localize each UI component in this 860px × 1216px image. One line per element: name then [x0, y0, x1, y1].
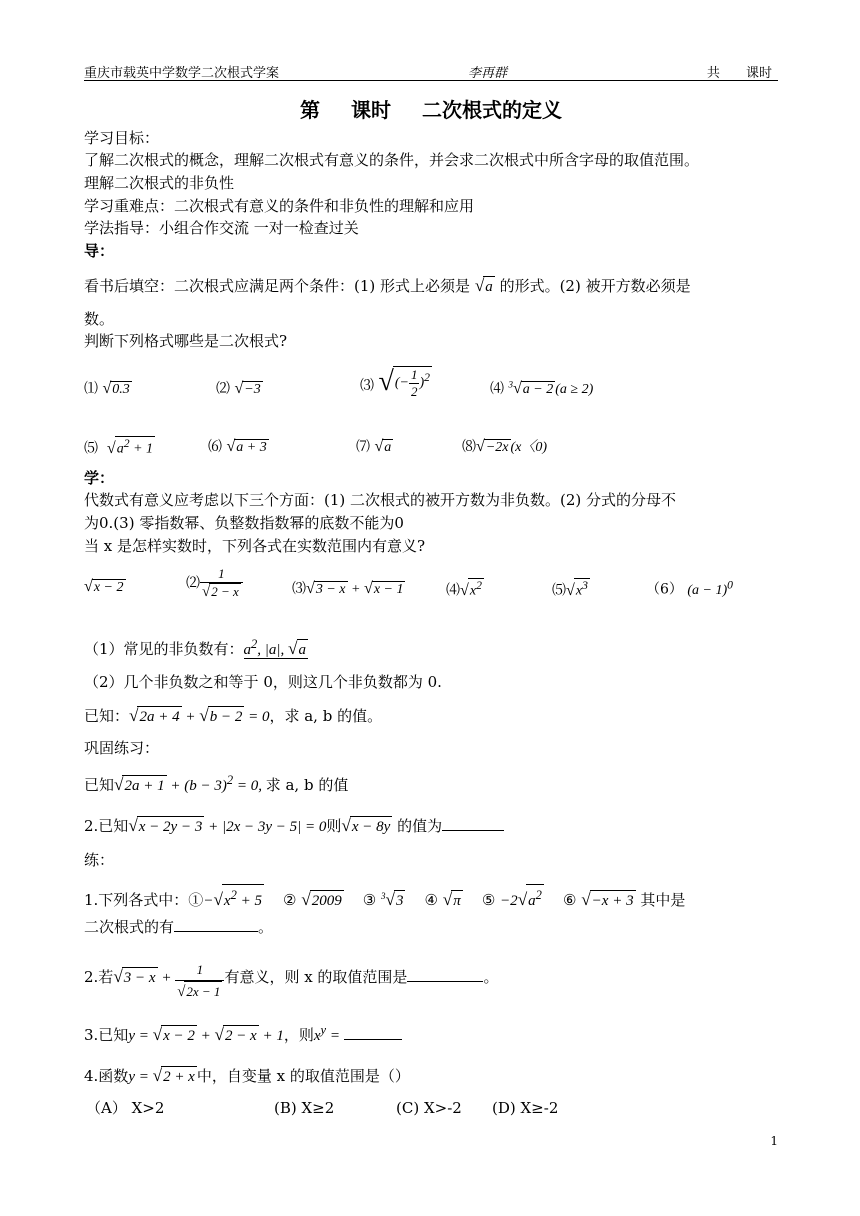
dao-fill-line	[84, 276, 691, 297]
dao-fill-c: 数。	[84, 310, 115, 328]
xue-line3: 当 x 是怎样实数时，下列各式在实数范围内有意义?	[84, 537, 426, 555]
judge-item-5: ⑸ $√a^2 + 1$	[84, 437, 154, 457]
common-nonneg: （1）常见的非负数有：$a^2$, |a|, √a	[84, 637, 307, 658]
judge-item-8: ⑻√−2x (x〈0)	[462, 438, 548, 455]
judge-item-7: ⑺ √a	[356, 438, 392, 455]
option-c[interactable]: (C) X>-2	[396, 1099, 462, 1117]
goals-label: 学习目标：	[84, 129, 160, 147]
answer-blank[interactable]	[344, 1025, 402, 1040]
xue-label: 学：	[84, 469, 115, 487]
mean-item-6: （6） $(a - 1)^0$	[646, 578, 733, 598]
dao-fill-b: 的形式。(2) 被开方数必须是	[499, 277, 691, 295]
practice-1: 已知$√2a + 1 + (b - 3)^2 = 0$, 求 a, b 的值	[84, 773, 349, 794]
answer-blank[interactable]	[442, 816, 504, 831]
goals-line2: 理解二次根式的非负性	[84, 174, 235, 192]
judge-item-4: ⑷ $^3$√a − 2 (a ≥ 2)	[490, 379, 594, 397]
nonneg-sum: （2）几个非负数之和等于 0，则这几个非负数都为 0.	[84, 673, 442, 691]
mean-item-5: $⑸√x^3$	[552, 579, 588, 599]
page-title: 第 课时 二次根式的定义	[300, 98, 562, 122]
dao-label: 导：	[84, 242, 115, 260]
answer-blank[interactable]	[174, 917, 258, 932]
lian-q2: 2.若√3 − x + $\frac{1}{√2x - 1}$ 有意义，则 x 的取值范围是 。	[84, 962, 499, 1000]
header-author: 李再群	[468, 65, 508, 80]
lian-q3: 3.已知y = √x − 2 + √2 − x + 1，则$x^y$ =	[84, 1020, 402, 1046]
answer-blank[interactable]	[407, 967, 483, 982]
judge-item-6: ⑹ √a + 3	[208, 438, 267, 455]
goals-method: 学法指导：小组合作交流 一对一检查过关	[84, 219, 359, 237]
mean-item-3: ⑶√3 − x + √x − 1	[292, 580, 404, 597]
mean-item-2: ⑵ $\frac{1}{√2 - x}$	[186, 566, 243, 601]
lian-q1-cont: 二次根式的有 。	[84, 918, 274, 936]
page-number: 1	[770, 1134, 778, 1148]
mean-item-1: √x − 2	[84, 578, 124, 595]
option-b[interactable]: (B) X≥2	[274, 1099, 335, 1117]
practice-label: 巩固练习：	[84, 739, 160, 757]
header-right: 共 课时	[706, 66, 772, 81]
dao-judge: 判断下列格式哪些是二次根式?	[84, 332, 288, 350]
header-left: 重庆市载英中学数学二次根式学案	[84, 66, 280, 81]
judge-item-1: ⑴ √0.3	[84, 380, 130, 397]
judge-item-3: ⑶ √(− $\frac{1}{2}$ )$^2$	[360, 366, 430, 399]
dao-fill-a: 看书后填空：二次根式应满足两个条件：(1) 形式上必须是	[84, 277, 471, 295]
goals-key: 学习重难点：二次根式有意义的条件和非负性的理解和应用	[84, 197, 475, 215]
option-a[interactable]: （A） X>2	[86, 1099, 165, 1117]
option-d[interactable]: (D) X≥-2	[492, 1099, 559, 1117]
xue-line2: 为0.(3) 零指数幂、负整数指数幂的底数不能为0	[84, 514, 404, 532]
judge-item-2: ⑵ √−3	[216, 380, 261, 397]
lian-q4: 4.函数y = √2 + x 中，自变量 x 的取值范围是（）	[84, 1066, 410, 1085]
mean-item-4: $⑷√x^2$	[446, 579, 482, 599]
xue-line1: 代数式有意义应考虑以下三个方面：(1) 二次根式的被开方数为非负数。(2) 分式的分母不	[84, 491, 677, 509]
lian-label: 练：	[84, 851, 115, 869]
page-header	[84, 62, 778, 81]
page	[84, 0, 778, 1216]
sqrt-a: √a	[474, 276, 493, 295]
practice-2: 2.已知√x − 2y − 3 + |2x − 3y − 5| = 0则√x − 8y 的值为	[84, 816, 504, 837]
goals-line1: 了解二次根式的概念，理解二次根式有意义的条件，并会求二次根式中所含字母的取值范围。	[84, 151, 700, 169]
lian-q1: 1.下列各式中：$①-√x^2 + 5$ ② √2009 ③ $^3$√3 ④ √π ⑤ $-2√a^2$ ⑥ √−x + 3 其中是	[84, 884, 685, 911]
known-line: 已知：√2a + 4 + √b − 2 = 0，求 a, b 的值。	[84, 706, 383, 725]
